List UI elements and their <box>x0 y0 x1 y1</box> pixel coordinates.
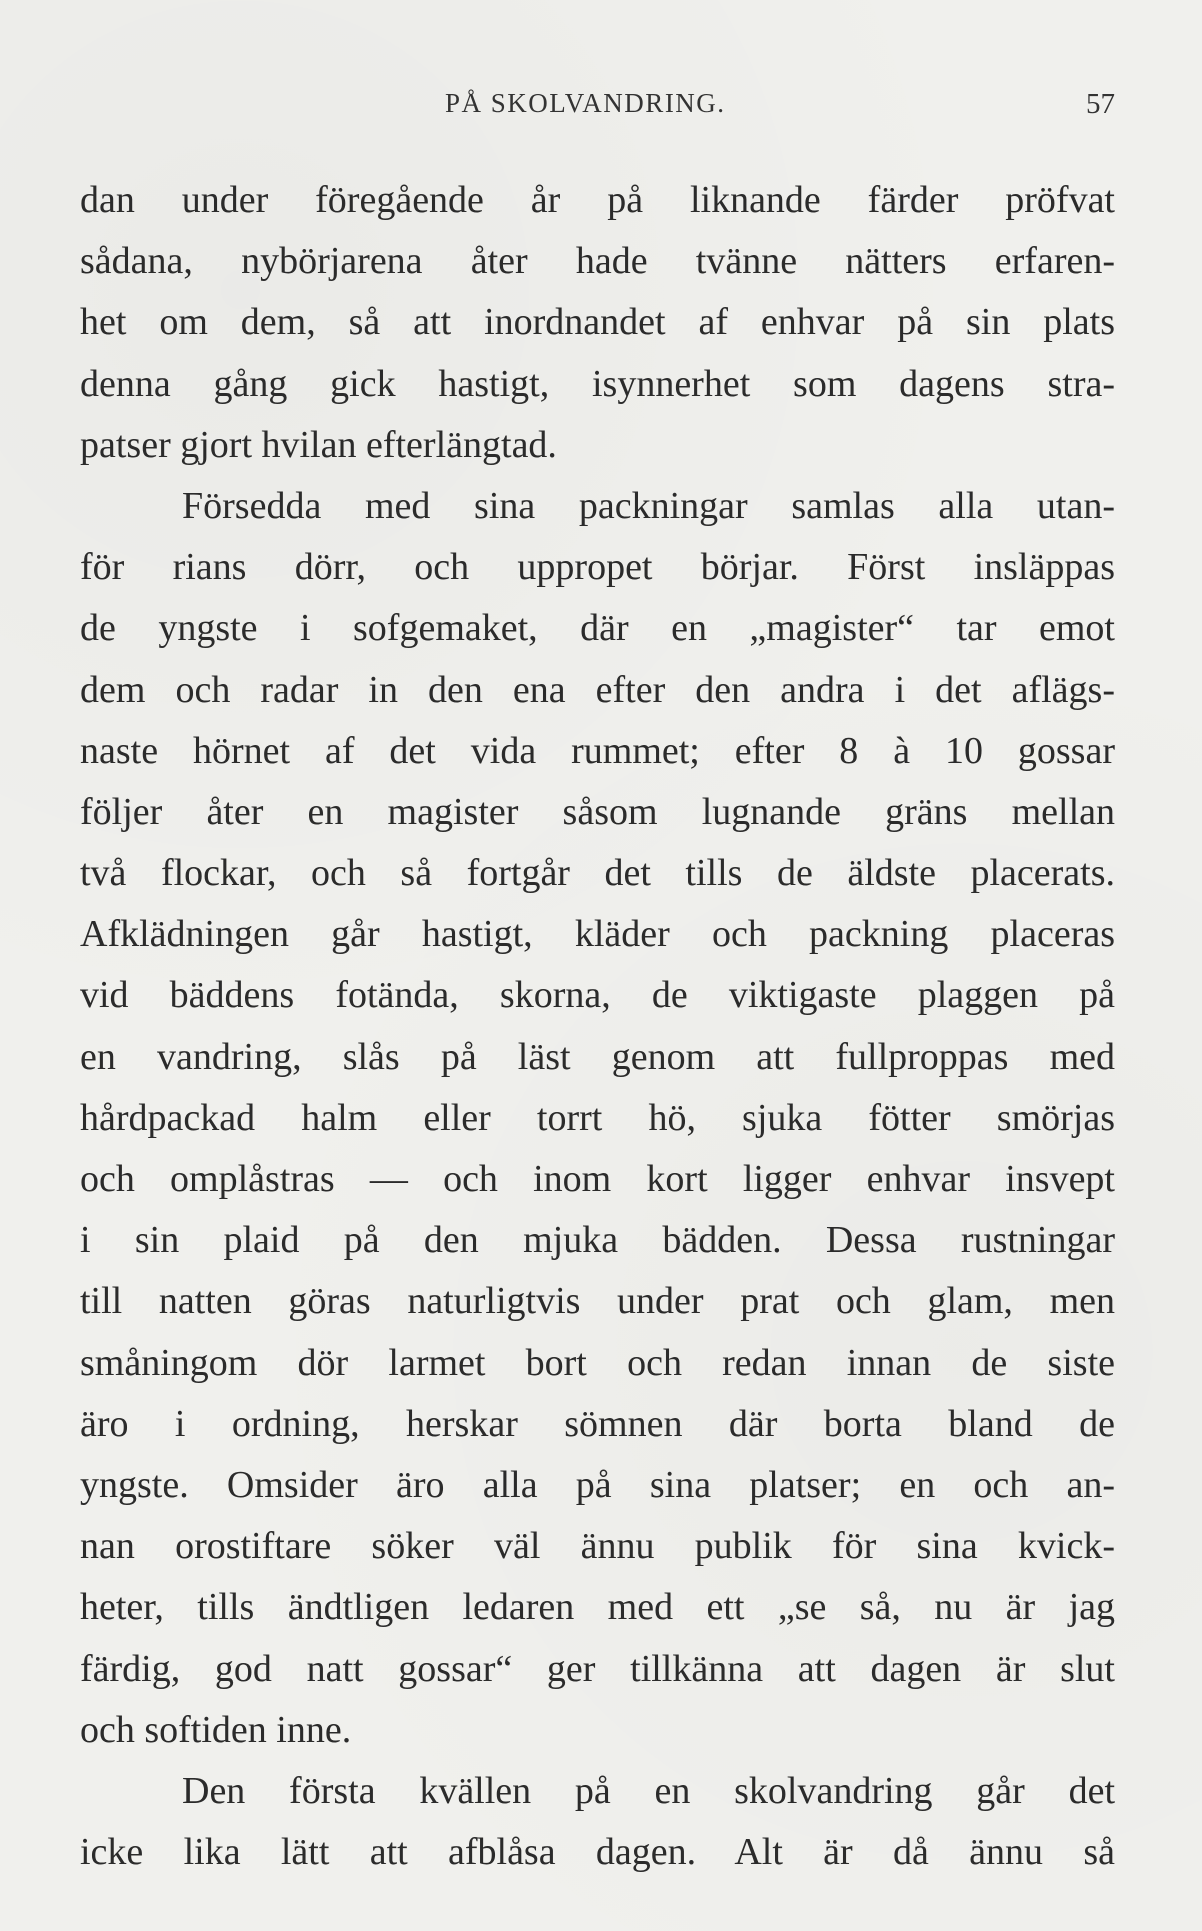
text-line: en vandring, slås på läst genom att fullproppas med <box>80 1035 1115 1078</box>
text-line: sådana, nybörjarena åter hade tvänne nätters erfaren- <box>80 240 1115 283</box>
text-line: denna gång gick hastigt, isynnerhet som dagens stra- <box>80 362 1115 405</box>
page-number: 57 <box>1086 88 1115 120</box>
text-line: vid bäddens fotända, skorna, de viktigaste plaggen på <box>80 974 1115 1017</box>
text-line: följer åter en magister såsom lugnande gräns mellan <box>80 790 1115 833</box>
text-line: naste hörnet af det vida rummet; efter 8 à 10 gossar <box>80 729 1115 772</box>
text-line: dem och radar in den ena efter den andra i det aflägs- <box>80 668 1115 711</box>
text-line: Den första kvällen på en skolvandring går det <box>182 1769 1115 1812</box>
text-line: het om dem, så att inordnandet af enhvar på sin plats <box>80 301 1115 344</box>
text-line: Afklädningen går hastigt, kläder och packning placeras <box>80 913 1115 956</box>
body-text <box>80 170 1115 1883</box>
text-line: Försedda med sina packningar samlas alla utan- <box>182 484 1115 527</box>
text-line: hårdpackad halm eller torrt hö, sjuka fötter smörjas <box>80 1096 1115 1139</box>
text-line: patser gjort hvilan efterlängtad. <box>80 423 557 466</box>
text-line: och omplåstras — och inom kort ligger enhvar insvept <box>80 1158 1115 1200</box>
running-title: PÅ SKOLVANDRING. <box>445 88 726 118</box>
text-line: småningom dör larmet bort och redan innan de siste <box>80 1341 1115 1384</box>
text-line: två flockar, och så fortgår det tills de äldste placerats. <box>80 852 1115 895</box>
text-line: till natten göras naturligtvis under prat och glam, men <box>80 1280 1115 1323</box>
text-line: heter, tills ändtligen ledaren med ett „se så, nu är jag <box>80 1586 1115 1629</box>
text-line: äro i ordning, herskar sömnen där borta bland de <box>80 1402 1115 1445</box>
text-line: de yngste i sofgemaket, där en „magister“ tar emot <box>80 607 1115 650</box>
text-line: i sin plaid på den mjuka bädden. Dessa rustningar <box>80 1219 1115 1262</box>
text-line: och softiden inne. <box>80 1708 352 1751</box>
text-line: färdig, god natt gossar“ ger tillkänna att dagen är slut <box>80 1647 1115 1690</box>
text-line: icke lika lätt att afblåsa dagen. Alt är då ännu så <box>80 1831 1115 1874</box>
text-line: dan under föregående år på liknande färder pröfvat <box>80 179 1115 221</box>
text-line: nan orostiftare söker väl ännu publik för sina kvick- <box>80 1525 1115 1568</box>
text-line: för rians dörr, och uppropet börjar. Först insläppas <box>80 546 1115 589</box>
running-header <box>80 88 1115 128</box>
text-line: yngste. Omsider äro alla på sina platser; en och an- <box>80 1463 1115 1506</box>
